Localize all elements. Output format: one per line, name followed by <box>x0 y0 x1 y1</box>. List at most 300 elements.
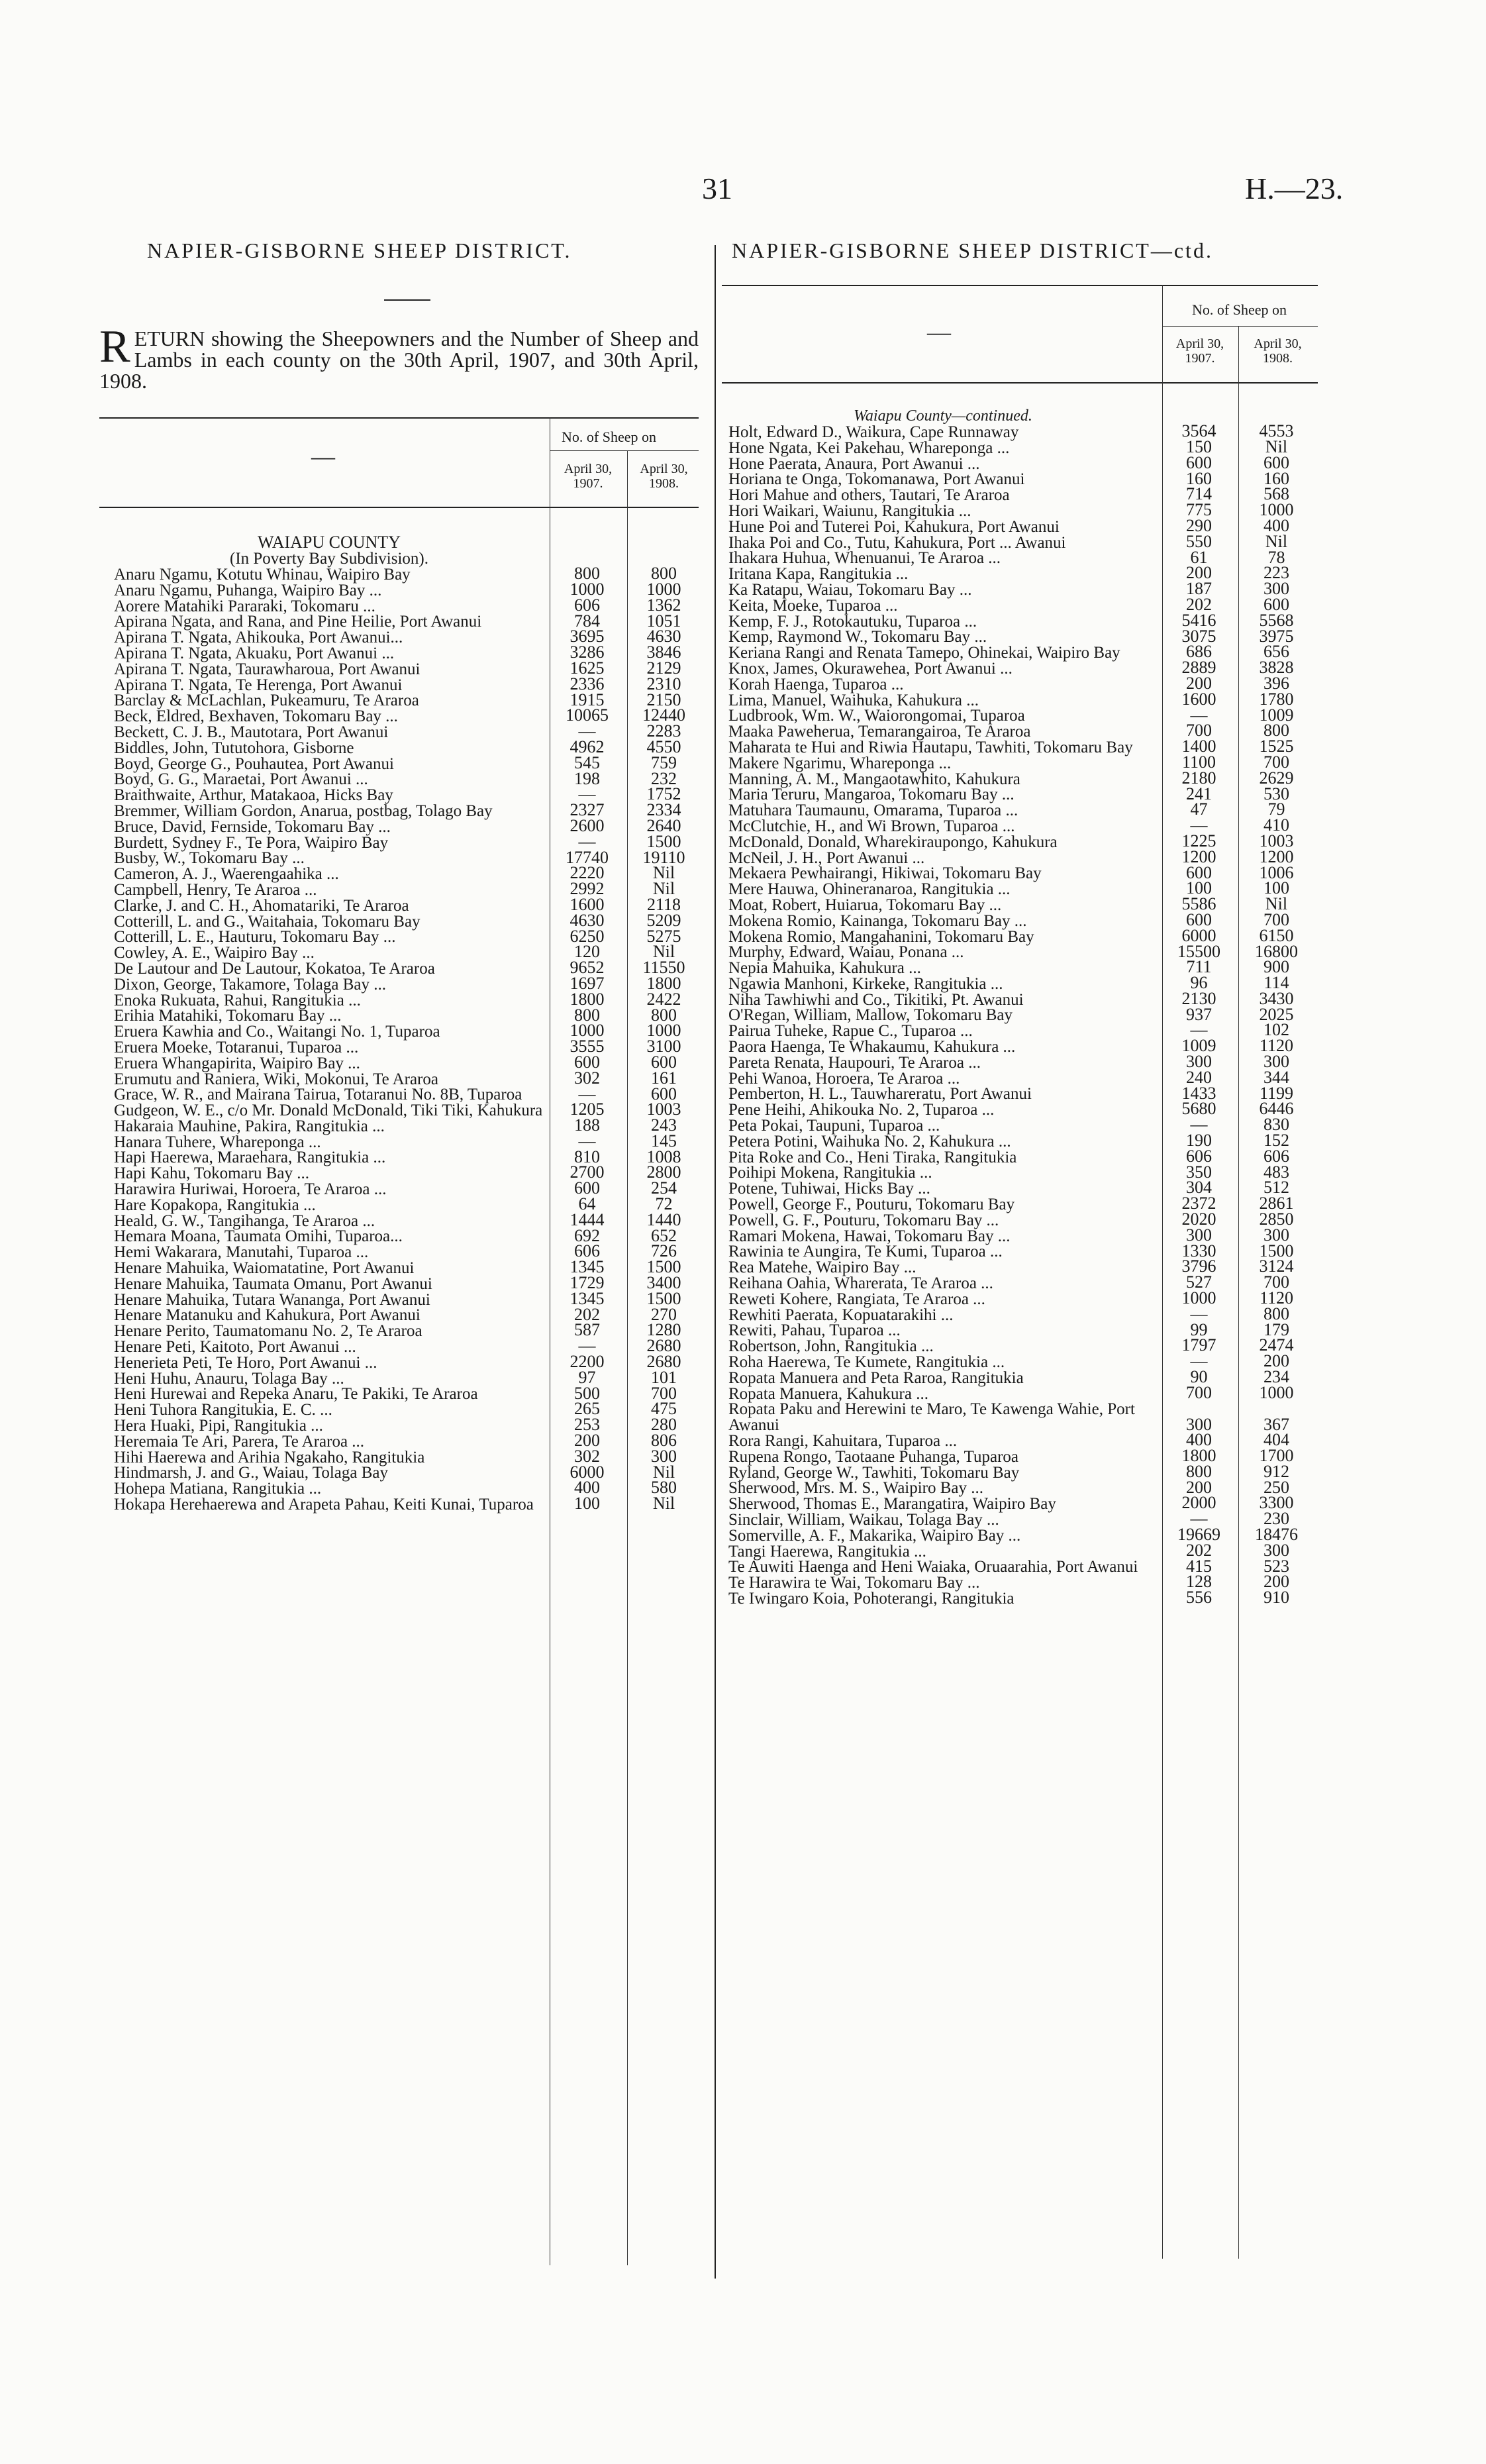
table-row <box>114 973 681 994</box>
sheep-1908: 2850 <box>1259 1209 1294 1229</box>
table-row <box>114 580 681 599</box>
sheep-1908: 800 <box>1263 1304 1289 1323</box>
owner-name: Hare Kopakopa, Rangitukia ... <box>114 1196 316 1214</box>
sheep-1908: 600 <box>1263 452 1289 472</box>
sheep-1908: 2129 <box>646 658 681 678</box>
sheep-1907: — <box>1190 1304 1208 1323</box>
sheep-1908: 830 <box>1263 1115 1289 1135</box>
sheep-1907: 2336 <box>570 674 605 693</box>
owner-name: Beckett, C. J. B., Mautotara, Port Awanui <box>114 723 389 741</box>
sheep-1908: 254 <box>651 1178 677 1198</box>
sheep-1907: — <box>1190 815 1208 835</box>
owner-name: Sherwood, Mrs. M. S., Waipiro Bay ... <box>728 1479 984 1498</box>
owner-name: Rewiti, Pahau, Tuparoa ... <box>728 1321 901 1340</box>
right-title: NAPIER-GISBORNE SHEEP DISTRICT—ctd. <box>732 238 1213 262</box>
owner-name: Cotterill, L. E., Hauturu, Tokomaru Bay ... <box>114 928 396 947</box>
sheep-1908: 568 <box>1263 484 1289 504</box>
owner-name: Te Iwingaro Koia, Pohoterangi, Rangitukia <box>728 1589 1015 1608</box>
owner-name: Anaru Ngamu, Kotutu Whinau, Waipiro Bay <box>114 566 411 584</box>
sheep-1907: 200 <box>1186 563 1212 583</box>
table-row <box>728 610 1294 631</box>
table-row <box>114 690 681 710</box>
sheep-1908: 410 <box>1263 815 1289 835</box>
sheep-1907: 3555 <box>570 1037 605 1056</box>
owner-name: Pita Roke and Co., Heni Tiraka, Rangitukia <box>728 1148 1017 1166</box>
owner-name: Eruera Moeke, Totaranui, Tuparoa ... <box>114 1038 359 1056</box>
sheep-1908: 18476 <box>1255 1524 1298 1544</box>
sheep-1908: 1780 <box>1259 689 1294 709</box>
table-row <box>728 1588 1289 1608</box>
sheep-1908: 800 <box>651 564 677 584</box>
sheep-1908: 1000 <box>1259 500 1294 520</box>
sheep-1907: 1433 <box>1181 1083 1216 1103</box>
left-table-body <box>114 533 685 1514</box>
sheep-1907: 1444 <box>570 1209 605 1229</box>
owner-name: Pareta Renata, Haupouri, Te Araroa ... <box>728 1053 981 1072</box>
sheep-1907: 800 <box>574 1005 600 1025</box>
owner-name: Eruera Kawhia and Co., Waitangi No. 1, Tuparoa <box>114 1023 440 1041</box>
table-row <box>114 1241 677 1262</box>
sheep-1907: 302 <box>574 1068 600 1088</box>
sheep-1908: 700 <box>651 1383 677 1403</box>
owner-name: Sinclair, William, Waikau, Tolaga Bay ... <box>728 1510 999 1529</box>
owner-name: Sherwood, Thomas E., Marangatira, Waipiro Bay <box>728 1495 1056 1514</box>
owner-name: Ihaka Poi and Co., Tutu, Kahukura, Port ... Awanui <box>728 533 1066 552</box>
owner-name: Beck, Eldred, Bexhaven, Tokomaru Bay ... <box>114 707 398 726</box>
owner-name: McDonald, Donald, Wharekiraupongo, Kahukura <box>728 833 1058 851</box>
table-row <box>114 564 677 584</box>
owner-name: Clarke, J. and C. H., Ahomatariki, Te Araroa <box>114 896 409 915</box>
table-row <box>728 1540 1289 1561</box>
table-row <box>728 1430 1289 1450</box>
owner-name: Ngawia Manhoni, Kirkeke, Rangitukia ... <box>728 974 1003 993</box>
owner-name: Pemberton, H. L., Tauwhareratu, Port Awanui <box>728 1085 1032 1104</box>
left-col2-rule <box>627 450 628 2265</box>
table-row <box>728 421 1294 441</box>
sheep-1907: 1729 <box>570 1273 605 1293</box>
table-row <box>114 1320 681 1341</box>
table-row <box>728 1556 1289 1576</box>
table-row <box>728 878 1289 899</box>
table-row <box>728 1067 1289 1088</box>
sheep-1907: 1345 <box>570 1257 605 1277</box>
sheep-1908: 367 <box>1263 1414 1289 1434</box>
table-row <box>114 1462 675 1482</box>
owner-name: De Lautour and De Lautour, Kokatoa, Te Araroa <box>114 959 435 978</box>
table-row <box>728 768 1294 788</box>
owner-name: Boyd, George G., Pouhautea, Port Awanui <box>114 754 394 773</box>
table-row <box>114 910 681 931</box>
sheep-1908: 2283 <box>646 721 681 741</box>
sheep-1907: 600 <box>574 1178 600 1198</box>
sheep-1908: 100 <box>1263 878 1289 898</box>
table-row <box>728 705 1294 725</box>
sheep-1907: 1330 <box>1181 1241 1216 1260</box>
sheep-1908: 700 <box>1263 1272 1289 1292</box>
sheep-1907: 304 <box>1186 1178 1212 1198</box>
sheep-1908: 1700 <box>1259 1446 1294 1465</box>
sheep-1907: 1800 <box>570 989 605 1009</box>
owner-name: Knox, James, Okurawehea, Port Awanui ... <box>728 659 1013 678</box>
sheep-1908: 223 <box>1263 563 1289 583</box>
table-row <box>114 1273 681 1293</box>
owner-name: Apirana T. Ngata, Ahikouka, Port Awanui... <box>114 629 403 647</box>
sheep-1907: 300 <box>1186 1052 1212 1072</box>
owner-name: Aorere Matahiki Pararaki, Tokomaru ... <box>114 597 375 615</box>
column-divider <box>715 245 716 2279</box>
left-group-header: No. of Sheep on <box>562 429 656 445</box>
sheep-1908: 1525 <box>1259 737 1294 756</box>
table-row <box>728 815 1289 835</box>
owner-name: Rupena Rongo, Taotaane Puhanga, Tuparoa <box>728 1447 1019 1466</box>
owner-name: Matuhara Taumaunu, Omarama, Tuparoa ... <box>728 801 1018 820</box>
sheep-1908: 2150 <box>646 690 681 709</box>
table-row <box>114 1115 677 1135</box>
table-row <box>728 1131 1289 1151</box>
owner-name: Henerieta Peti, Te Horo, Port Awanui ... <box>114 1353 377 1372</box>
owner-name: Tangi Haerewa, Rangitukia ... <box>728 1542 926 1561</box>
table-row <box>728 925 1294 946</box>
sheep-1907: 300 <box>1186 1225 1212 1245</box>
sheep-1908: 200 <box>1263 1351 1289 1371</box>
owner-name: Henare Perito, Taumatomanu No. 2, Te Araroa <box>114 1322 422 1341</box>
sheep-1908: 1800 <box>646 973 681 993</box>
sheep-1907: 3075 <box>1181 626 1216 646</box>
owner-name: Busby, W., Tokomaru Bay ... <box>114 849 305 868</box>
table-row <box>114 705 685 726</box>
sheep-1908: 79 <box>1267 799 1285 819</box>
sheep-1908: 3124 <box>1259 1257 1294 1276</box>
sheep-1907: — <box>1190 1351 1208 1371</box>
table-row <box>114 879 675 899</box>
sheep-1908: 1500 <box>646 831 681 851</box>
sheep-1907: 300 <box>1186 1414 1212 1434</box>
table-row <box>728 594 1289 615</box>
sheep-1907: 1800 <box>1181 1446 1216 1465</box>
sheep-1907: 100 <box>574 1494 600 1514</box>
sheep-1907: 600 <box>1186 452 1212 472</box>
sheep-1907: 10065 <box>566 705 609 725</box>
sheep-1908: 2861 <box>1259 1194 1294 1213</box>
table-row <box>728 1099 1294 1119</box>
sheep-1907: 6000 <box>570 1462 605 1482</box>
table-row <box>728 1477 1289 1498</box>
sheep-1907: — <box>1190 1020 1208 1040</box>
sheep-1907: 1400 <box>1181 737 1216 756</box>
sheep-1908: 910 <box>1263 1588 1289 1608</box>
sheep-1908: 4553 <box>1259 421 1294 441</box>
sheep-1908: 912 <box>1263 1461 1289 1481</box>
table-row <box>114 1494 675 1514</box>
owner-name: Henare Mahuika, Taumata Omanu, Port Awanui <box>114 1274 432 1293</box>
sheep-1907: 2889 <box>1181 658 1216 678</box>
owner-name: Keriana Rangi and Renata Tamepo, Ohinekai, Waipiro Bay <box>728 644 1120 662</box>
sheep-1907: 150 <box>1186 437 1212 456</box>
table-row <box>728 988 1294 1009</box>
sheep-1907: 784 <box>574 611 600 631</box>
sheep-1908: 6150 <box>1259 925 1294 945</box>
sheep-1907: 190 <box>1186 1131 1212 1151</box>
sheep-1908: Nil <box>1265 894 1288 914</box>
sheep-1907: 2000 <box>1181 1493 1216 1513</box>
sheep-1907: 3796 <box>1181 1257 1216 1276</box>
sheep-1908: 800 <box>651 1005 677 1025</box>
sheep-1908: 232 <box>651 768 677 788</box>
sheep-1907: 2372 <box>1181 1194 1216 1213</box>
owner-name: Henare Peti, Kaitoto, Port Awanui ... <box>114 1338 356 1357</box>
sheep-1908: Nil <box>1265 531 1288 551</box>
table-row <box>114 1178 677 1199</box>
sheep-1908: 2474 <box>1259 1335 1294 1355</box>
table-row <box>728 1209 1294 1229</box>
sheep-1907: 1000 <box>570 580 605 599</box>
table-row <box>114 1367 677 1388</box>
sheep-1907: 2020 <box>1181 1209 1216 1229</box>
owner-name: Boyd, G. G., Maraetai, Port Awanui ... <box>114 770 368 789</box>
owner-name: McClutchie, H., and Wi Brown, Tuparoa ... <box>728 817 1015 835</box>
owner-name: Biddles, John, Tututohora, Gisborne <box>114 739 354 757</box>
owner-name: Enoka Rukuata, Rahui, Rangitukia ... <box>114 991 361 1009</box>
table-row <box>114 1446 677 1466</box>
sheep-1907: 600 <box>574 1052 600 1072</box>
sheep-1907: 400 <box>574 1478 600 1498</box>
sheep-1908: 3300 <box>1259 1493 1294 1513</box>
owner-name: Manning, A. M., Mangaotawhito, Kahukura <box>728 770 1020 788</box>
owner-name: Rewhiti Paerata, Kopuatarakihi ... <box>728 1306 954 1324</box>
sheep-1908: 3100 <box>646 1037 681 1056</box>
owner-name: Moat, Robert, Huiarua, Tokomaru Bay ... <box>728 896 1002 914</box>
sheep-1907: 202 <box>574 1304 600 1324</box>
sheep-1907: 775 <box>1186 500 1212 520</box>
sheep-1908: 160 <box>1263 468 1289 488</box>
table-row <box>114 627 681 647</box>
table-row <box>728 737 1294 756</box>
owner-name: Rea Matehe, Waipiro Bay ... <box>728 1258 916 1277</box>
table-row <box>728 1446 1294 1466</box>
sheep-1907: 545 <box>574 752 600 772</box>
sheep-1907: 692 <box>574 1225 600 1245</box>
owner-name: Hindmarsh, J. and G., Waiau, Tolaga Bay <box>114 1464 388 1482</box>
table-row <box>728 1272 1289 1293</box>
table-row <box>114 611 681 631</box>
right-county-heading: Waiapu County—continued. <box>854 407 1032 425</box>
owner-name: Pehi Wanoa, Horoera, Te Araroa ... <box>728 1069 960 1088</box>
left-subdivision: (In Poverty Bay Subdivision). <box>230 550 428 568</box>
sheep-1908: 3975 <box>1259 626 1294 646</box>
table-row <box>114 1194 673 1214</box>
table-row <box>114 1257 681 1278</box>
owner-name: Robertson, John, Rangitukia ... <box>728 1337 934 1356</box>
owner-name: Pene Heihi, Ahikouka No. 2, Tuparoa ... <box>728 1101 995 1119</box>
owner-name: Hune Poi and Tuterei Poi, Kahukura, Port Awanui <box>728 517 1060 536</box>
sheep-1907: 686 <box>1186 642 1212 662</box>
left-title: NAPIER-GISBORNE SHEEP DISTRICT. <box>147 238 572 262</box>
owner-name: Gudgeon, W. E., c/o Mr. Donald McDonald, Tiki Tiki, Kahukura <box>114 1102 543 1120</box>
table-row <box>114 815 681 836</box>
sheep-1907: 1625 <box>570 658 605 678</box>
table-row <box>728 1304 1289 1324</box>
table-row <box>728 689 1294 709</box>
owner-name: Powell, George F., Pouturu, Tokomaru Bay <box>728 1196 1015 1214</box>
sheep-1907: 198 <box>574 768 600 788</box>
sheep-1908: 5275 <box>646 926 681 946</box>
sheep-1907: 47 <box>1190 799 1208 819</box>
sheep-1908: 3846 <box>646 642 681 662</box>
owner-name: Harawira Huriwai, Horoera, Te Araroa ... <box>114 1180 387 1199</box>
owner-name: Hori Mahue and others, Tautari, Te Araroa <box>728 486 1010 505</box>
table-row <box>728 1493 1294 1514</box>
left-header-bottom-rule <box>99 507 699 508</box>
left-col2-header: April 30, 1908. <box>640 462 688 491</box>
table-row <box>114 1162 681 1183</box>
table-row <box>728 626 1294 646</box>
sheep-1908: 145 <box>651 1131 677 1151</box>
table-row <box>728 673 1289 693</box>
table-row <box>114 1383 677 1404</box>
right-col2-header: April 30, 1908. <box>1254 336 1302 366</box>
sheep-1907: 200 <box>1186 673 1212 693</box>
sheep-1907: 61 <box>1190 547 1208 567</box>
sheep-1908: 512 <box>1263 1178 1289 1198</box>
owner-name: Iritana Kapa, Rangitukia ... <box>728 565 909 584</box>
table-row <box>728 1257 1294 1277</box>
sheep-1907: 2180 <box>1181 768 1216 788</box>
sheep-1907: 265 <box>574 1399 600 1419</box>
owner-name: Ryland, George W., Tawhiti, Tokomaru Bay <box>728 1463 1020 1482</box>
sheep-1907: — <box>578 721 596 741</box>
sheep-1908: 1000 <box>646 580 681 599</box>
sheep-1907: 606 <box>574 595 600 615</box>
owner-name: Reihana Oahia, Wharerata, Te Araroa ... <box>728 1274 993 1293</box>
owner-name: Hapi Haerewa, Maraehara, Rangitukia ... <box>114 1149 386 1167</box>
sheep-1907: 810 <box>574 1147 600 1166</box>
sheep-1907: 937 <box>1186 1004 1212 1024</box>
sheep-1908: 1120 <box>1259 1036 1294 1056</box>
sheep-1907: 3564 <box>1181 421 1216 441</box>
owner-name: Anaru Ngamu, Puhanga, Waipiro Bay ... <box>114 581 382 599</box>
table-row <box>728 973 1289 993</box>
owner-name: Murphy, Edward, Waiau, Ponana ... <box>728 943 964 962</box>
sheep-1907: 100 <box>1186 878 1212 898</box>
right-group-rule <box>1162 326 1318 327</box>
table-row <box>728 1083 1294 1104</box>
table-row <box>114 784 681 805</box>
table-row <box>114 768 677 789</box>
left-stub-dash: — <box>311 443 335 470</box>
sheep-1908: 759 <box>651 752 677 772</box>
owner-name: Powell, G. F., Pouturu, Tokomaru Bay ... <box>728 1211 999 1229</box>
table-row <box>114 847 685 868</box>
owner-name: Maharata te Hui and Riwia Hautapu, Tawhiti, Tokomaru Bay <box>728 738 1133 756</box>
owner-name: Cowley, A. E., Waipiro Bay ... <box>114 944 315 962</box>
left-col1-header: April 30, 1907. <box>564 462 613 491</box>
sheep-1907: 1915 <box>570 690 605 709</box>
sheep-1908: 2629 <box>1259 768 1294 788</box>
sheep-1907: — <box>1190 705 1208 725</box>
owner-name: Makere Ngarimu, Whareponga ... <box>728 754 952 772</box>
table-row <box>728 658 1294 678</box>
sheep-1907: — <box>1190 1509 1208 1529</box>
owner-name: Kemp, F. J., Rotokautuku, Tuparoa ... <box>728 612 977 631</box>
sheep-1908: 900 <box>1263 957 1289 977</box>
sheep-1907: 1200 <box>1181 847 1216 866</box>
owner-name: Erumutu and Raniera, Wiki, Mokonui, Te Araroa <box>114 1070 438 1088</box>
sheep-1908: 300 <box>1263 1540 1289 1560</box>
sheep-1908: 1500 <box>646 1288 681 1308</box>
sheep-1908: 1500 <box>646 1257 681 1277</box>
sheep-1907: 1100 <box>1181 752 1216 772</box>
owner-name: Ropata Manuera and Peta Raroa, Rangitukia <box>728 1368 1024 1387</box>
sheep-1907: 17740 <box>566 847 609 867</box>
owner-name: Apirana Ngata, and Rana, and Pine Heilie, Port Awanui <box>114 613 482 631</box>
sheep-1908: 2118 <box>646 894 681 914</box>
owner-name: Heni Tuhora Rangitukia, E. C. ... <box>114 1401 332 1419</box>
owner-name: Te Auwiti Haenga and Heni Waiaka, Oruaarahia, Port Awanui <box>728 1558 1138 1576</box>
sheep-1907: 97 <box>578 1367 596 1387</box>
owner-name: Petera Potini, Waihuka No. 2, Kahukura ... <box>728 1132 1011 1151</box>
owner-name: Braithwaite, Arthur, Matakaoa, Hicks Bay <box>114 786 393 805</box>
owner-name: McNeil, J. H., Port Awanui ... <box>728 848 925 867</box>
table-row <box>114 1225 677 1246</box>
sheep-1908: Nil <box>652 1494 675 1514</box>
sheep-1907: 302 <box>574 1446 600 1466</box>
owner-name: Cotterill, L. and G., Waitahaia, Tokomaru Bay <box>114 912 421 931</box>
sheep-1908: 300 <box>651 1446 677 1466</box>
sheep-1907: 3695 <box>570 627 605 646</box>
sheep-1908: 400 <box>1263 515 1289 535</box>
table-row <box>114 674 681 694</box>
sheep-1908: 580 <box>651 1478 677 1498</box>
owner-name: Kemp, Raymond W., Tokomaru Bay ... <box>728 628 987 646</box>
sheep-1908: 1280 <box>646 1320 681 1340</box>
sheep-1908: 800 <box>1263 721 1289 741</box>
sheep-1908: Nil <box>1265 437 1288 456</box>
owner-name: Holt, Edward D., Waikura, Cape Runnaway <box>728 423 1019 441</box>
table-row <box>728 531 1288 552</box>
owner-name: Hakaraia Mauhine, Pakira, Rangitukia ... <box>114 1117 385 1135</box>
title-rule <box>384 299 430 301</box>
table-row <box>728 799 1285 820</box>
sheep-1907: — <box>578 1084 596 1104</box>
table-row <box>114 958 685 978</box>
table-row <box>728 1509 1289 1529</box>
table-row <box>728 1115 1289 1135</box>
sheep-1908: 114 <box>1263 973 1289 993</box>
table-row <box>728 721 1289 741</box>
owner-name: Reweti Kohere, Rangiata, Te Araroa ... <box>728 1290 985 1308</box>
sheep-1908: 2800 <box>646 1162 681 1182</box>
sheep-1907: 200 <box>574 1431 600 1451</box>
sheep-1907: — <box>1190 1115 1208 1135</box>
sheep-1908: 6446 <box>1259 1099 1294 1119</box>
sheep-1908: 483 <box>1263 1162 1289 1182</box>
owner-name: Bremmer, William Gordon, Anarua, postbag, Tolago Bay <box>114 801 493 820</box>
sheep-1908: 5209 <box>646 910 681 930</box>
table-row <box>114 658 681 678</box>
right-table-top-rule <box>722 285 1318 286</box>
sheep-1908: 280 <box>651 1415 677 1435</box>
owner-name: Maaka Paweherua, Temarangairoa, Te Araroa <box>728 723 1031 741</box>
table-row <box>114 1147 681 1167</box>
table-row <box>728 831 1294 851</box>
sheep-1908: 1752 <box>646 784 681 804</box>
sheep-1908: 1000 <box>1259 1382 1294 1402</box>
sheep-1908: 101 <box>651 1367 677 1387</box>
sheep-1908: 16800 <box>1255 941 1298 961</box>
table-row <box>114 989 681 1009</box>
sheep-1907: 128 <box>1186 1572 1212 1592</box>
sheep-1908: 2640 <box>646 815 681 835</box>
